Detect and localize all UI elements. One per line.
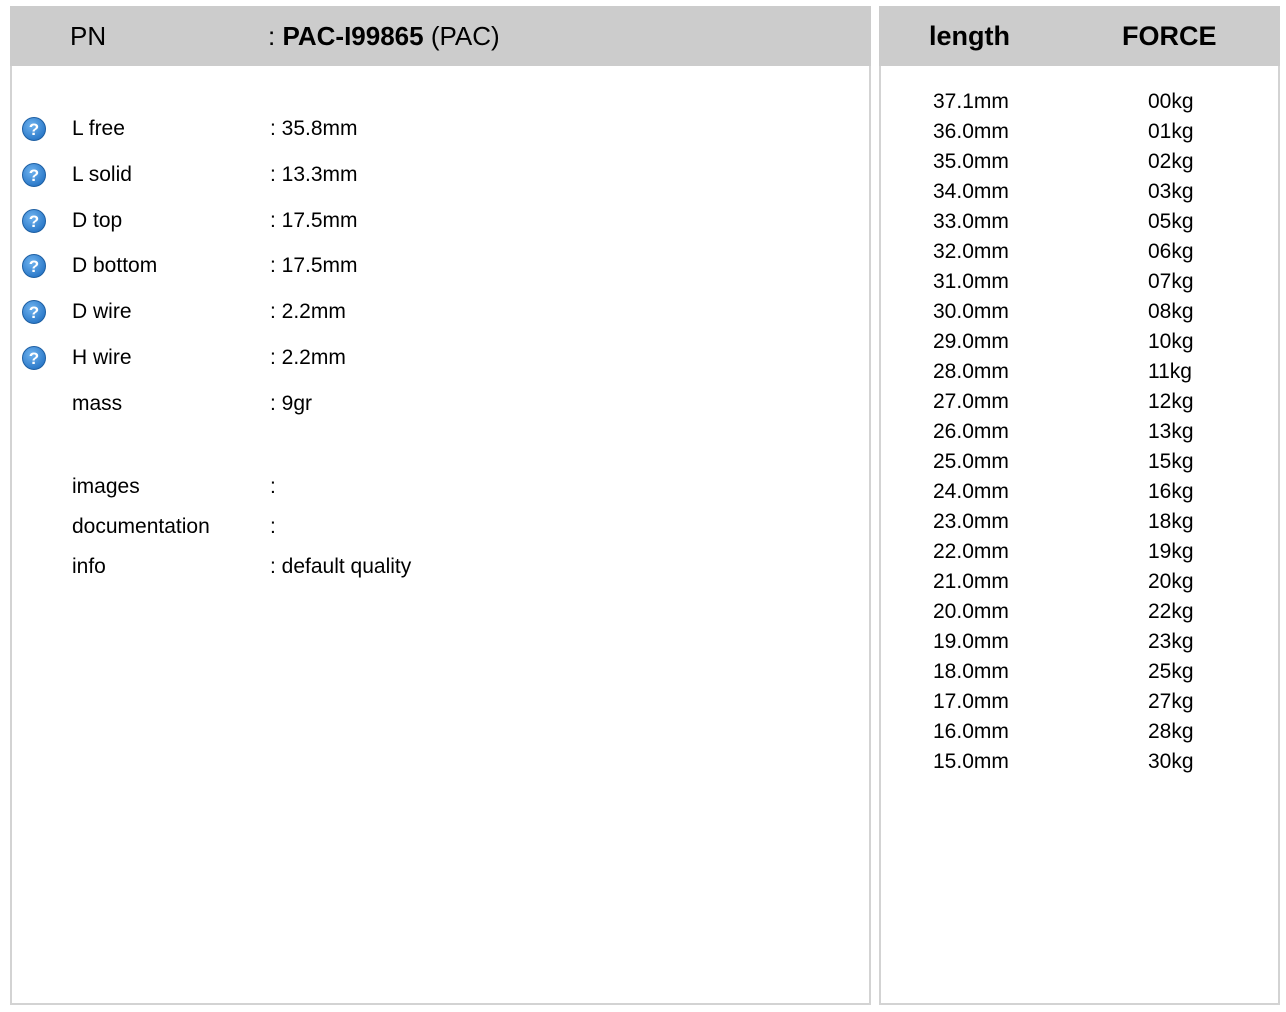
force-row-force: 16kg	[1148, 480, 1194, 503]
force-row-length: 33.0mm	[933, 210, 1009, 233]
extra-value: :	[270, 475, 276, 498]
spec-label: L free	[72, 117, 125, 140]
force-row-force: 00kg	[1148, 90, 1194, 113]
force-row-force: 25kg	[1148, 660, 1194, 683]
force-row-force: 27kg	[1148, 690, 1194, 713]
force-row-length: 31.0mm	[933, 270, 1009, 293]
force-row-force: 30kg	[1148, 750, 1194, 773]
force-row	[881, 657, 1282, 687]
force-row	[881, 627, 1282, 657]
force-row-length: 22.0mm	[933, 540, 1009, 563]
extra-label: images	[72, 475, 140, 498]
force-row-length: 24.0mm	[933, 480, 1009, 503]
extra-value: : default quality	[270, 555, 412, 578]
spec-value: : 2.2mm	[270, 346, 346, 369]
help-icon[interactable]	[21, 299, 47, 325]
force-row-length: 37.1mm	[933, 90, 1009, 113]
force-row-force: 19kg	[1148, 540, 1194, 563]
spec-value: : 35.8mm	[270, 117, 358, 140]
pn-label: PN	[70, 21, 107, 51]
svg-text:?: ?	[28, 165, 40, 185]
force-panel-header	[879, 6, 1280, 66]
force-row	[881, 327, 1282, 357]
force-column-header: FORCE	[1122, 21, 1217, 51]
force-row-length: 36.0mm	[933, 120, 1009, 143]
force-row-length: 18.0mm	[933, 660, 1009, 683]
force-row-force: 28kg	[1148, 720, 1194, 743]
force-row-length: 27.0mm	[933, 390, 1009, 413]
pn-prefix: :	[268, 21, 283, 51]
force-row-length: 20.0mm	[933, 600, 1009, 623]
force-row-force: 15kg	[1148, 450, 1194, 473]
force-row	[881, 717, 1282, 747]
spec-label: D wire	[72, 300, 132, 324]
force-row-length: 16.0mm	[933, 720, 1009, 743]
spec-value: : 2.2mm	[270, 300, 346, 324]
force-row	[881, 237, 1282, 267]
force-row-force: 22kg	[1148, 600, 1194, 623]
force-row-length: 17.0mm	[933, 690, 1009, 713]
force-row	[881, 357, 1282, 387]
force-row-force: 03kg	[1148, 180, 1194, 203]
help-icon[interactable]	[21, 208, 47, 234]
svg-text:?: ?	[28, 257, 40, 277]
spec-label: D top	[72, 208, 123, 232]
force-row-force: 08kg	[1148, 300, 1194, 323]
force-row	[881, 87, 1282, 117]
force-row-length: 23.0mm	[933, 510, 1009, 533]
force-row	[881, 537, 1282, 567]
force-row-force: 01kg	[1148, 120, 1194, 143]
force-row-length: 34.0mm	[933, 180, 1009, 203]
force-row	[881, 117, 1282, 147]
force-row-force: 23kg	[1148, 630, 1194, 653]
force-row	[881, 747, 1282, 777]
svg-text:?: ?	[28, 211, 40, 231]
force-row-length: 35.0mm	[933, 150, 1009, 173]
force-row-length: 15.0mm	[933, 750, 1009, 773]
spec-label: L solid	[72, 162, 132, 186]
pn-code: PAC-I99865	[282, 21, 424, 51]
force-row-force: 18kg	[1148, 510, 1194, 533]
help-icon[interactable]	[21, 345, 47, 371]
spec-panel	[10, 6, 871, 1005]
force-row	[881, 207, 1282, 237]
force-row-length: 19.0mm	[933, 630, 1009, 653]
force-row	[881, 417, 1282, 447]
help-icon[interactable]	[21, 253, 47, 279]
force-row-force: 05kg	[1148, 210, 1194, 233]
spec-label: mass	[72, 391, 123, 415]
force-row	[881, 297, 1282, 327]
force-row-force: 07kg	[1148, 270, 1194, 293]
spec-label: D bottom	[72, 254, 158, 278]
force-row	[881, 177, 1282, 207]
spec-value: : 9gr	[270, 391, 313, 415]
force-row-length: 25.0mm	[933, 450, 1009, 473]
force-row-length: 32.0mm	[933, 240, 1009, 263]
force-row-length: 30.0mm	[933, 300, 1009, 323]
force-row-force: 06kg	[1148, 240, 1194, 263]
force-panel	[879, 6, 1280, 1005]
force-row	[881, 567, 1282, 597]
force-row	[881, 267, 1282, 297]
pn-suffix: (PAC)	[423, 21, 500, 51]
spec-value: : 17.5mm	[270, 208, 358, 232]
force-row-length: 29.0mm	[933, 330, 1009, 353]
help-icon[interactable]	[21, 162, 47, 188]
force-row-force: 11kg	[1148, 360, 1192, 383]
force-row-length: 21.0mm	[933, 570, 1009, 593]
length-column-header: length	[929, 21, 1010, 51]
force-row	[881, 387, 1282, 417]
force-row	[881, 447, 1282, 477]
force-row-force: 20kg	[1148, 570, 1194, 593]
force-row	[881, 147, 1282, 177]
spec-value: : 13.3mm	[270, 162, 358, 186]
extra-value: :	[270, 515, 276, 538]
force-row-force: 02kg	[1148, 150, 1194, 173]
pn-value	[268, 6, 500, 66]
force-row-length: 26.0mm	[933, 420, 1009, 443]
force-row	[881, 477, 1282, 507]
svg-text:?: ?	[28, 349, 40, 368]
svg-text:?: ?	[28, 303, 40, 323]
extra-label: info	[72, 555, 106, 578]
force-row-force: 13kg	[1148, 420, 1194, 443]
help-icon[interactable]	[21, 116, 47, 142]
force-row-length: 28.0mm	[933, 360, 1009, 383]
spec-panel-header	[10, 6, 871, 66]
force-row	[881, 597, 1282, 627]
extra-label: documentation	[72, 515, 210, 538]
spec-value: : 17.5mm	[270, 254, 358, 278]
force-row-force: 12kg	[1148, 390, 1194, 413]
svg-text:?: ?	[28, 120, 40, 139]
force-row-force: 10kg	[1148, 330, 1194, 353]
force-row	[881, 507, 1282, 537]
spec-label: H wire	[72, 346, 132, 369]
force-row	[881, 687, 1282, 717]
